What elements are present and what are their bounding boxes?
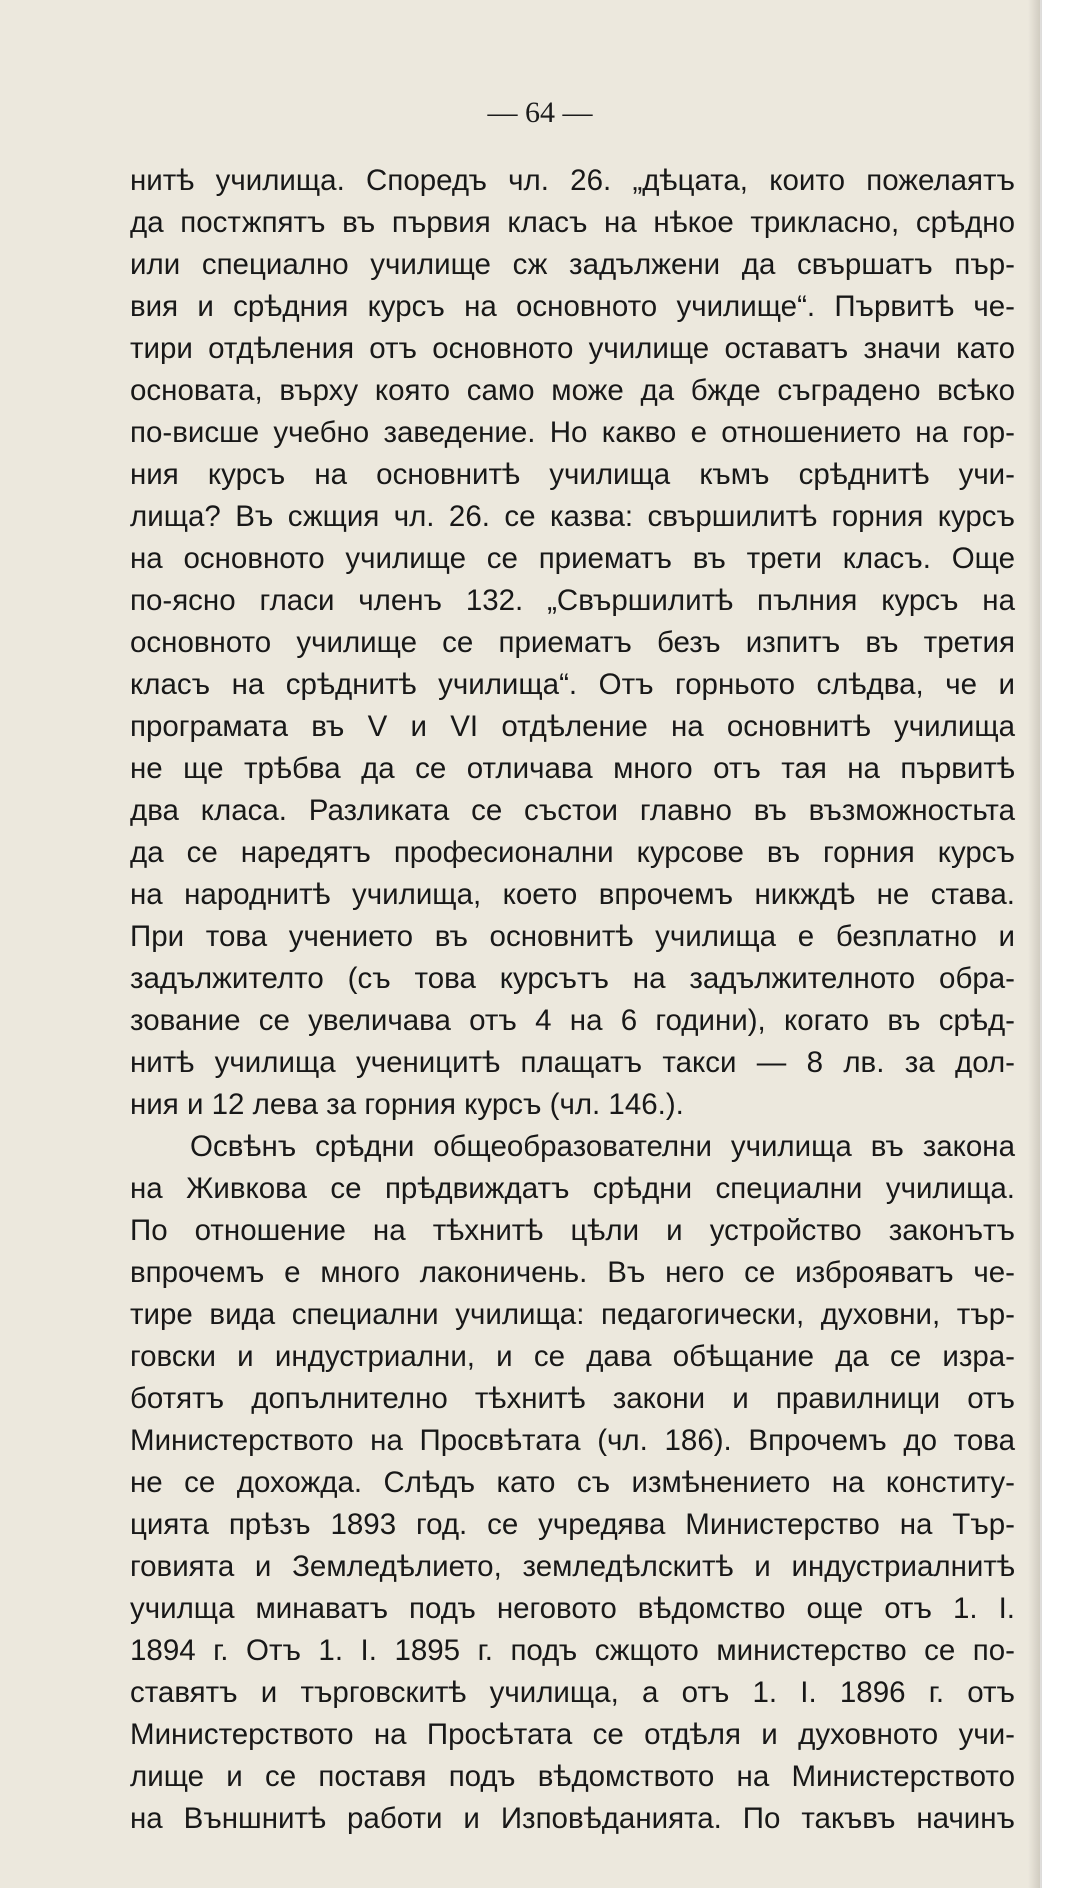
text-line: не се дохожда. Слѣдъ като съ измѣнението на конститу- (130, 1466, 1015, 1499)
text-line: да постжпятъ въ първия класъ на нѣкое трикласно, срѣдно (130, 206, 1015, 239)
text-line: вия и срѣдния курсъ на основното училище“. Първитѣ че- (130, 290, 1015, 323)
text-line: нитѣ училища. Споредъ чл. 26. „дѣцата, които пожелаятъ (130, 164, 1015, 197)
text-line: училща минаватъ подъ неговото вѣдомство още отъ 1. I. (130, 1592, 1015, 1625)
page-number: — 64 — (487, 96, 593, 129)
text-line: зование се увеличава отъ 4 на 6 години), когато въ срѣд- (130, 1004, 1015, 1037)
text-line: класъ на срѣднитѣ училища“. Отъ горньото слѣдва, че и (130, 668, 1015, 701)
text-line: на Живкова се прѣдвиждатъ срѣдни специални училища. (130, 1172, 1015, 1205)
text-line: основата, върху която само може да бжде съградено всѣко (130, 374, 1015, 407)
text-line: тири отдѣления отъ основното училище оставатъ значи като (130, 332, 1015, 365)
text-line: на народнитѣ училища, което впрочемъ никждѣ не става. (130, 878, 1015, 911)
text-line: на основното училище се приематъ въ трети класъ. Още (130, 542, 1015, 575)
text-line: тире вида специални училища: педагогически, духовни, тър- (130, 1298, 1015, 1331)
text-line: При това учението въ основнитѣ училища е безплатно и (130, 920, 1015, 953)
text-line: или специално училище сж задължени да свършатъ пър- (130, 248, 1015, 281)
text-line: два класа. Разликата се състои главно въ възможностьта (130, 794, 1015, 827)
text-line: основното училище се приематъ безъ изпитъ въ третия (130, 626, 1015, 659)
text-line: да се наредятъ професионални курсове въ горния курсъ (130, 836, 1015, 869)
text-line: ния курсъ на основнитѣ училища къмъ срѣднитѣ учи- (130, 458, 1015, 491)
text-line: говски и индустриални, и се дава обѣщание да се изра- (130, 1340, 1015, 1373)
text-line: Министерството на Просѣтата се отдѣля и духовното учи- (130, 1718, 1015, 1751)
text-line: говията и Земледѣлието, земледѣлскитѣ и индустриалнитѣ (130, 1550, 1015, 1583)
text-line: на Външнитѣ работи и Изповѣданията. По такъвъ начинъ (130, 1802, 1015, 1835)
text-line: Освѣнъ срѣдни общеобразователни училища въ закона (190, 1130, 1015, 1163)
text-line: по-ясно гласи членъ 132. „Свършилитѣ пълния курсъ на (130, 584, 1015, 617)
text-line: ставятъ и търговскитѣ училища, а отъ 1. I. 1896 г. отъ (130, 1676, 1015, 1709)
body-text (130, 160, 1015, 1840)
text-line: програмата въ V и VI отдѣление на основнитѣ училища (130, 710, 1015, 743)
text-line: задължителто (съ това курсътъ на задължителното обра- (130, 962, 1015, 995)
text-line: нитѣ училища ученицитѣ плащатъ такси — 8 лв. за дол- (130, 1046, 1015, 1079)
text-line: впрочемъ е много лаконичень. Въ него се изброяватъ че- (130, 1256, 1015, 1289)
page-edge-shadow (1028, 0, 1042, 1888)
text-line: лище и се поставя подъ вѣдомството на Министерството (130, 1760, 1015, 1793)
text-line: цията прѣзъ 1893 год. се учредява Министерство на Тър- (130, 1508, 1015, 1541)
text-line: По отношение на тѣхнитѣ цѣли и устройство законътъ (130, 1214, 1015, 1247)
text-line: ния и 12 лева за горния курсъ (чл. 146.). (130, 1088, 684, 1121)
text-line: ботятъ допълнително тѣхнитѣ закони и правилници отъ (130, 1382, 1015, 1415)
text-line: лища? Въ сжщия чл. 26. се казва: свършилитѣ горния курсъ (130, 500, 1015, 533)
text-line: Министерството на Просвѣтата (чл. 186). Впрочемъ до това (130, 1424, 1015, 1457)
text-line: не ще трѣбва да се отличава много отъ тая на първитѣ (130, 752, 1015, 785)
text-line: 1894 г. Отъ 1. I. 1895 г. подъ сжщото министерство се по- (130, 1634, 1015, 1667)
text-line: по-висше учебно заведение. Но какво е отношението на гор- (130, 416, 1015, 449)
